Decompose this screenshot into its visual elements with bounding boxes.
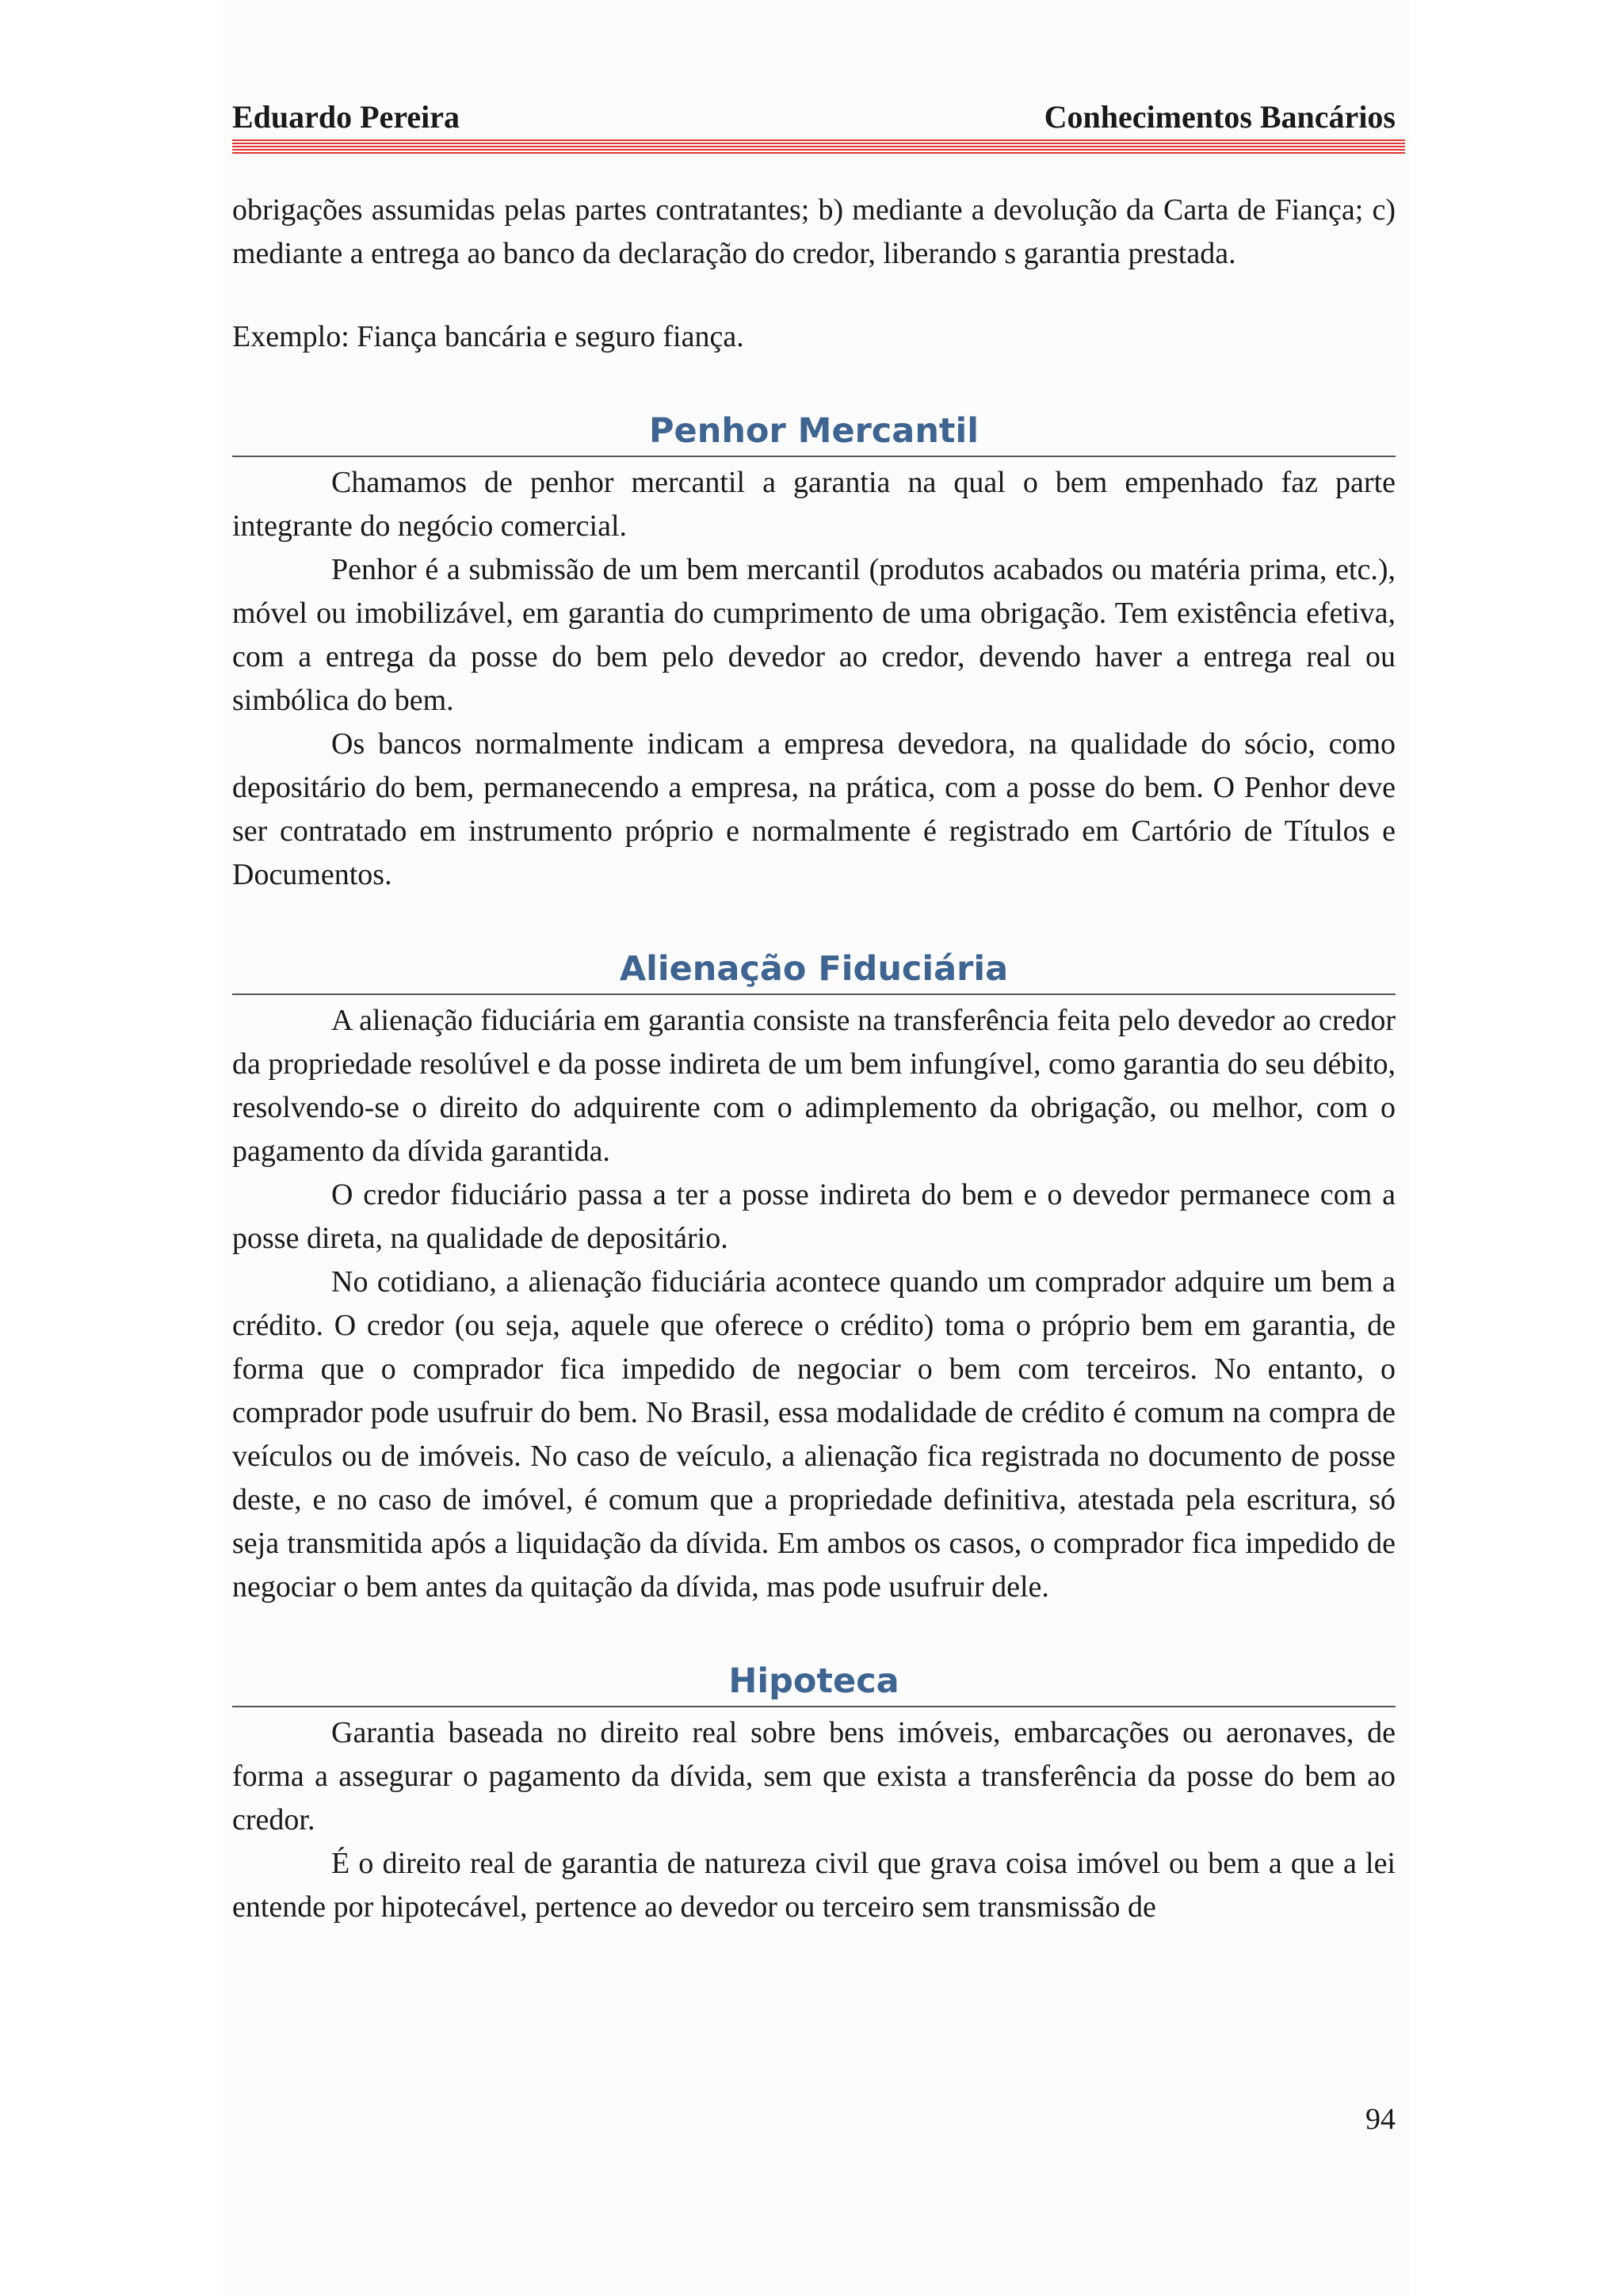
header-rule: [232, 139, 1405, 155]
paragraph: O credor fiduciário passa a ter a posse indireta do bem e o devedor permanece com a posse direta, na qualidade de depositário.: [232, 1178, 1396, 1255]
header-book-title: Conhecimentos Bancários: [1044, 99, 1396, 135]
section-title-alienacao-fiduciaria: Alienação Fiduciária: [232, 946, 1396, 995]
paragraph: A alienação fiduciária em garantia consiste na transferência feita pelo devedor ao credor da propriedade resolúvel e da posse indireta de um bem infungível, como garantia do seu débito, resolvendo-se o direito do adquirente com o adimplemento da obrigação, ou melhor, com o pagamento da dívida garantida.: [232, 1004, 1396, 1168]
paragraph: Os bancos normalmente indicam a empresa devedora, na qualidade do sócio, como depositário do bem, permanecendo a empresa, na prática, com a posse do bem. O Penhor deve ser contratado em instrumento próprio e normalmente é registrado em Cartório de Títulos e Documentos.: [232, 727, 1396, 891]
paragraph: Penhor é a submissão de um bem mercantil (produtos acabados ou matéria prima, etc.), móvel ou imobilizável, em garantia do cumprimento de uma obrigação. Tem existência efetiva, com a entrega da posse do bem pelo devedor ao credor, devendo haver a entrega real ou simbólica do bem.: [232, 553, 1396, 717]
header-author: Eduardo Pereira: [232, 99, 460, 135]
intro-continuation: obrigações assumidas pelas partes contratantes; b) mediante a devolução da Carta de Fiança; c) mediante a entrega ao banco da declaração do credor, liberando s garantia prestada.: [232, 193, 1396, 270]
paragraph: Garantia baseada no direito real sobre bens imóveis, embarcações ou aeronaves, de forma a assegurar o pagamento da dívida, sem que exista a transferência da posse do bem ao credor.: [232, 1716, 1396, 1836]
page-header: [232, 93, 1396, 141]
page-number: 94: [1365, 2103, 1396, 2136]
page-body: [232, 189, 1396, 1929]
paragraph: No cotidiano, a alienação fiduciária acontece quando um comprador adquire um bem a crédito. O credor (ou seja, aquele que oferece o crédito) toma o próprio bem em garantia, de forma que o comprador fica impedido de negociar o bem com terceiros. No entanto, o comprador pode usufruir do bem. No Brasil, essa modalidade de crédito é comum na compra de veículos ou de imóveis. No caso de veículo, a alienação fica registrada no documento de posse deste, e no caso de imóvel, é comum que a propriedade definitiva, atestada pela escritura, só seja transmitida após a liquidação da dívida. Em ambos os casos, o comprador fica impedido de negociar o bem antes da quitação da dívida, mas pode usufruir dele.: [232, 1265, 1396, 1604]
paragraph: É o direito real de garantia de natureza civil que grava coisa imóvel ou bem a que a lei entende por hipotecável, pertence ao devedor ou terceiro sem transmissão de: [232, 1847, 1396, 1924]
section-title-hipoteca: Hipoteca: [232, 1658, 1396, 1707]
paragraph: Chamamos de penhor mercantil a garantia na qual o bem empenhado faz parte integrante do negócio comercial.: [232, 466, 1396, 543]
intro-example: Exemplo: Fiança bancária e seguro fiança.: [232, 320, 744, 353]
section-title-penhor-mercantil: Penhor Mercantil: [232, 408, 1396, 457]
